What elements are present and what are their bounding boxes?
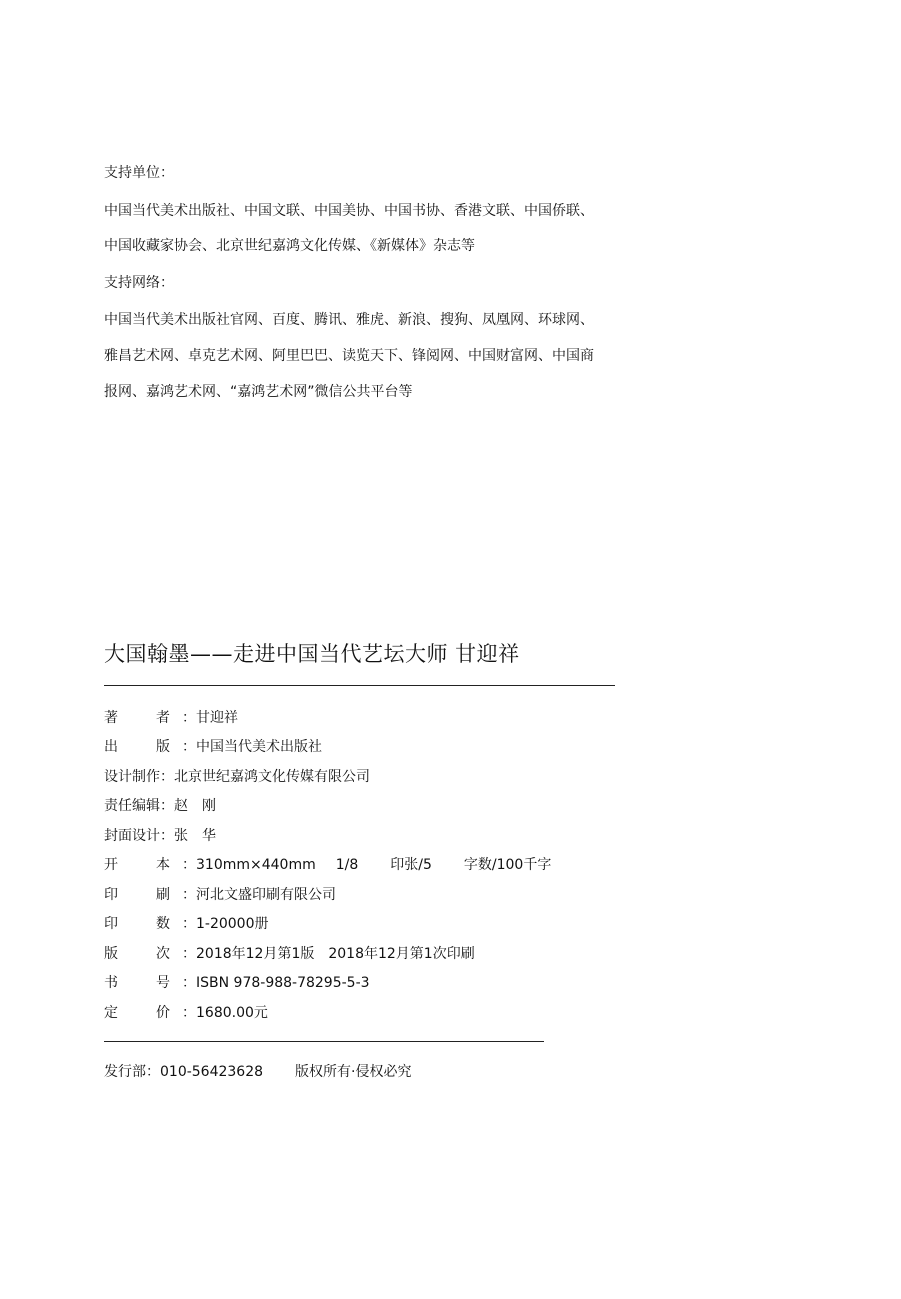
format-row [104, 855, 551, 875]
support-networks-line: 雅昌艺术网、卓克艺术网、阿里巴巴、读览天下、锋阅网、中国财富网、中国商 [104, 348, 594, 364]
design-row [104, 767, 370, 787]
cover-design-label: 封面设计 [104, 828, 160, 844]
support-networks-line: 中国当代美术出版社官网、百度、腾讯、雅虎、新浪、搜狗、凤凰网、环球网、 [104, 312, 594, 328]
edition-value: ：2018年12月第1版 [182, 946, 315, 962]
printer-label: 印刷 [104, 887, 170, 903]
format-label: 开本 [104, 857, 170, 873]
editor-value: ：赵 刚 [160, 798, 216, 814]
isbn-value: ：ISBN 978-988-78295-5-3 [182, 975, 370, 991]
support-units-heading: 支持单位： [104, 165, 174, 181]
author-label: 著者 [104, 710, 170, 726]
cover-design-value: ：张 华 [160, 828, 216, 844]
editor-label: 责任编辑 [104, 798, 160, 814]
format-size: ：310mm×440mm [182, 857, 316, 873]
printer-value: ：河北文盛印刷有限公司 [182, 887, 336, 903]
copies-value: ：1-20000册 [182, 916, 269, 932]
author-row [104, 708, 238, 728]
publisher-value: ：中国当代美术出版社 [182, 739, 322, 755]
printer-row [104, 885, 336, 905]
format-sheets: 印张/5 [390, 857, 432, 873]
design-value: ：北京世纪嘉鸿文化传媒有限公司 [160, 769, 370, 785]
support-networks-heading: 支持网络： [104, 275, 174, 291]
support-networks-line: 报网、嘉鸿艺术网、“嘉鸿艺术网”微信公共平台等 [104, 384, 413, 400]
isbn-row [104, 973, 370, 993]
edition-row [104, 944, 475, 964]
format-fold: 1/8 [335, 857, 359, 873]
publisher-row [104, 737, 322, 757]
book-title: 大国翰墨——走进中国当代艺坛大师 甘迎祥 [104, 642, 520, 666]
price-row [104, 1003, 268, 1023]
colophon-divider [104, 1041, 544, 1042]
support-units-line: 中国收藏家协会、北京世纪嘉鸿文化传媒、《新媒体》杂志等 [104, 238, 475, 254]
printing-value: 2018年12月第1次印刷 [328, 946, 475, 962]
copyright-notice: 版权所有·侵权必究 [295, 1064, 412, 1080]
price-label: 定价 [104, 1005, 170, 1021]
support-units-line: 中国当代美术出版社、中国文联、中国美协、中国书协、香港文联、中国侨联、 [104, 203, 594, 219]
publisher-label: 出版 [104, 739, 170, 755]
title-divider [104, 685, 615, 686]
format-words: 字数/100千字 [463, 857, 552, 873]
copies-label: 印数 [104, 916, 170, 932]
isbn-label: 书号 [104, 975, 170, 991]
footer-row [104, 1062, 411, 1082]
cover-design-row [104, 826, 216, 846]
editor-row [104, 796, 216, 816]
edition-label: 版次 [104, 946, 170, 962]
price-value: ：1680.00元 [182, 1005, 268, 1021]
copies-row [104, 914, 269, 934]
design-label: 设计制作 [104, 769, 160, 785]
distribution-phone: 发行部：010-56423628 [104, 1064, 264, 1080]
author-value: ：甘迎祥 [182, 710, 238, 726]
